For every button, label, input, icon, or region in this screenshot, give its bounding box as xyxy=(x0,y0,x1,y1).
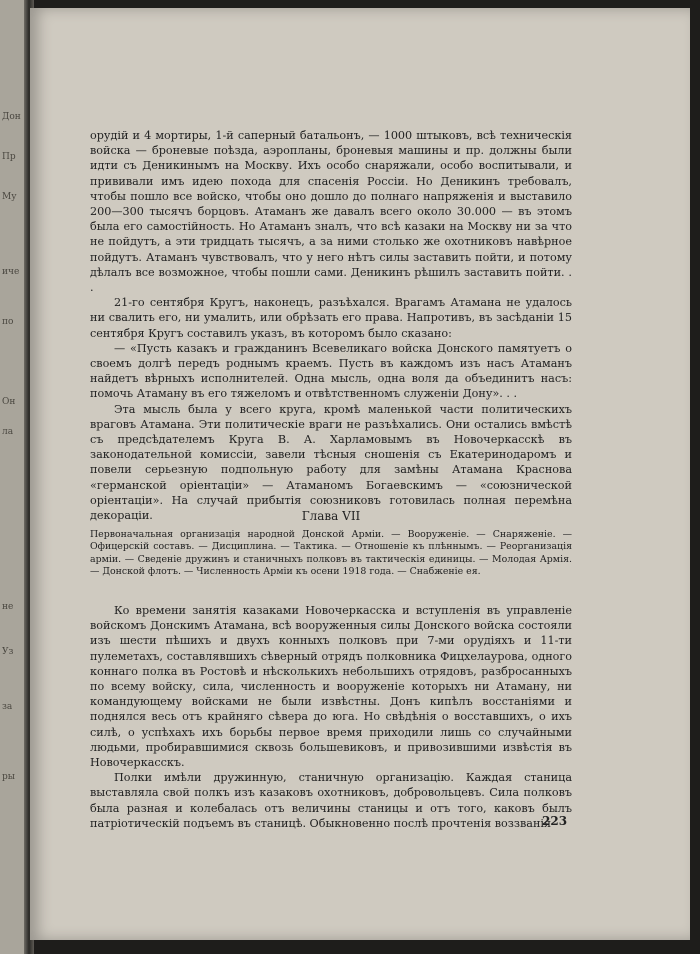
facing-page-text: Уз xyxy=(2,647,14,657)
chapter-title: Глава VII xyxy=(301,509,361,523)
facing-page-text: не xyxy=(2,602,14,612)
facing-page-text: ры xyxy=(2,772,15,782)
chapter-summary xyxy=(90,529,572,579)
paragraph: — «Пусть казакъ и гражданинъ Всевеликаго войска Донского памятуетъ о своемъ долгѣ передъ роднымъ краемъ. Пусть въ каждомъ изъ насъ Атаманъ найдетъ вѣрныхъ исполнителей. Одна мысль, одна воля да объединитъ насъ: помочь Атаману въ его тяжеломъ и отвѣтственномъ служеніи Дону». . . xyxy=(90,341,572,401)
facing-page-text: за xyxy=(2,702,13,712)
chapter-summary-text: Первоначальная организація народной Донской Арміи. — Вооруженіе. — Снаряженіе. — Офицерскій составъ. — Дисциплина. — Тактика. — Отношеніе къ плѣннымъ. — Реорганизація арміи. — Сведеніе дружинъ и станичныхъ полковъ въ тактическія единицы. — Молодая Армія. — Донской флотъ. — Численность Арміи къ осени 1918 года. — Снабженіе ея. xyxy=(90,529,572,578)
facing-page-text: по xyxy=(2,317,14,327)
facing-page-text: Пр xyxy=(2,152,16,162)
top-text-block xyxy=(90,128,572,523)
paragraph: Ко времени занятія казаками Новочеркасска и вступленія въ управленіе войскомъ Донскимъ Атамана, всѣ вооруженныя силы Донского войска состояли изъ шести пѣшихъ и двухъ конныхъ полковъ при 7-ми орудіяхъ и 11-ти пулеметахъ, составлявшихъ сѣверный отрядъ полковника Фицхелаурова, одного коннаго полка въ Ростовѣ и нѣсколькихъ небольшихъ отрядовъ, разбросанныхъ по всему войску, сила, численность и вооруженіе которыхъ ни Атаману, ни командующему войсками не были извѣстны. Донъ кипѣлъ восстаніями и поднялся весь отъ крайняго сѣвера до юга. Но свѣдѣнія о восставшихъ, о ихъ силѣ, о успѣхахъ ихъ борьбы первое время приходили лишь со случайными людьми, пробиравшимися сквозь большевиковъ, и привозившими извѣстія въ Новочеркасскъ. xyxy=(90,604,572,770)
paragraph: Эта мысль была у всего круга, кромѣ маленькой части политическихъ враговъ Атамана. Эти политическіе враги не разъѣхались. Они остались вмѣстѣ съ предсѣдателемъ Круга В. А. Харламовымъ въ Новочеркасскѣ въ законодательной комиссіи, завели тѣсныя сношенія съ Екатеринодаромъ и повели серьезную подпольную работу для замѣны Атамана Краснова «германской оріентаціи» — Атаманомъ Богаевскимъ — «союзнической оріентаціи». На случай прибытія союзниковъ готовилась полная перемѣна декораціи. xyxy=(90,402,572,523)
bottom-text-block xyxy=(90,603,572,831)
facing-page-text: Му xyxy=(2,192,17,202)
paragraph: 21-го сентября Кругъ, наконецъ, разъѣхался. Врагамъ Атамана не удалось ни свалить его, ни умалить, или обрѣзать его права. Напротивъ, въ засѣданіи 15 сентября Кругъ составилъ указъ, въ которомъ было сказано: xyxy=(90,296,572,340)
facing-page-text: Дон xyxy=(2,112,21,122)
page-number: 223 xyxy=(542,814,568,828)
book-page xyxy=(30,8,690,940)
facing-page-text: иче xyxy=(2,267,20,277)
paragraph: орудій и 4 мортиры, 1-й саперный батальонъ, — 1000 штыковъ, всѣ техническія войска — броневые поѣзда, аэропланы, броневыя машины и пр. должны были идти съ Деникинымъ на Москву. Ихъ особо снаряжали, особо воспитывали, и прививали имъ идею похода для спасенія Россіи. Но Деникинъ требовалъ, чтобы пошло все войско, чтобы оно дошло до полнаго напряженія и выставило 200—300 тысячъ борцовъ. Атаманъ же давалъ всего около 30.000 — въ этомъ была его самостійность. Но Атаманъ зналъ, что всѣ казаки на Москву ни за что не пойдутъ, а эти тридцать тысячъ, а за ними столько же охотниковъ навѣрное пойдутъ. Атаманъ чувствовалъ, что у него нѣтъ силы заставить пойти, и потому дѣлалъ все возможное, чтобы пошли сами. Деникинъ рѣшилъ заставить пойти. . . xyxy=(90,129,572,295)
paragraph: Полки имѣли дружинную, станичную организацію. Каждая станица выставляла свой полкъ изъ казаковъ охотниковъ, добровольцевъ. Сила полковъ была разная и колебалась отъ величины станицы и отъ того, каковъ былъ патріотическій подъемъ въ станицѣ. Обыкновенно послѣ прочтенія воззванія xyxy=(90,771,572,830)
facing-page-text: Он xyxy=(2,397,16,407)
facing-page-text: ла xyxy=(2,427,14,437)
